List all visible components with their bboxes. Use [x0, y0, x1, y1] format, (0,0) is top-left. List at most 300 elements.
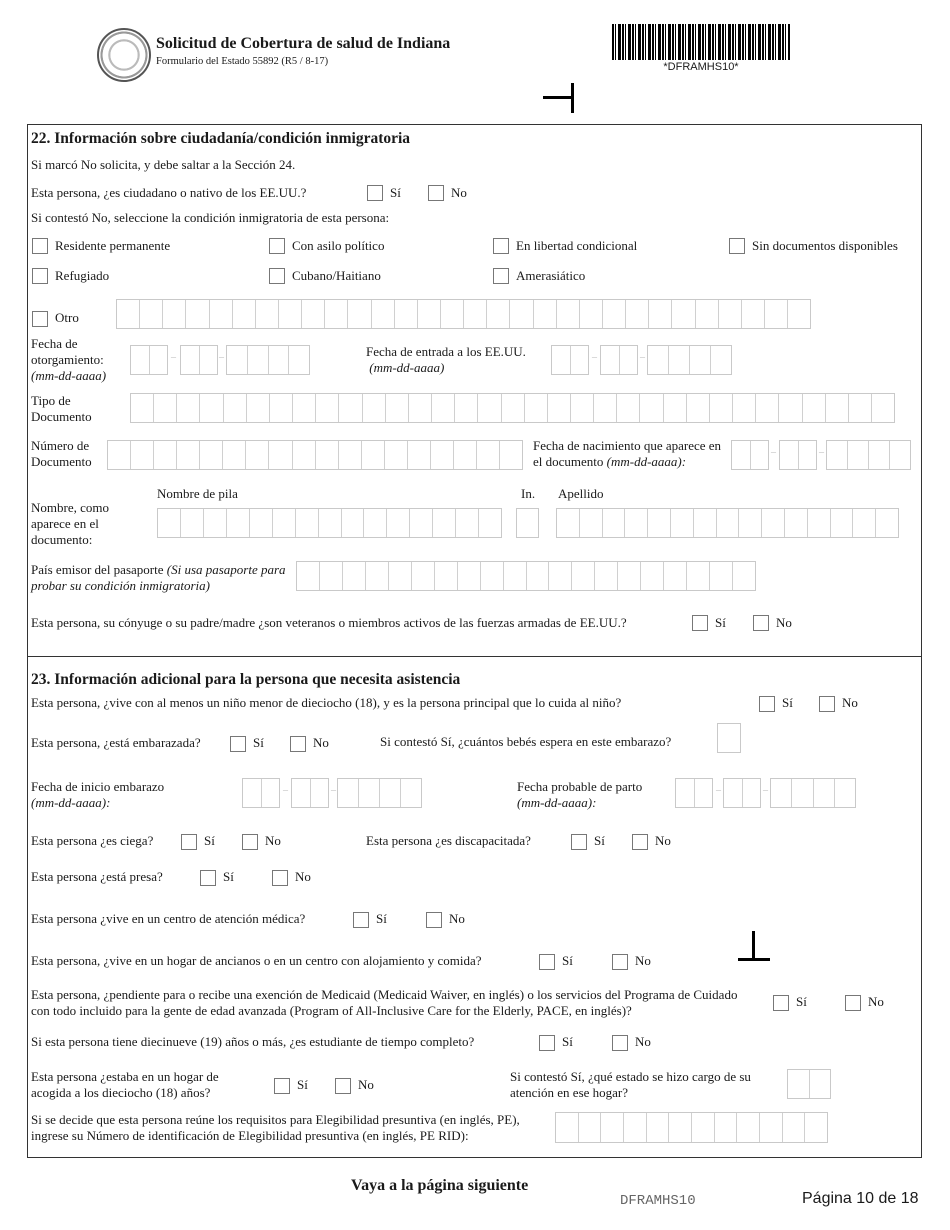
name-as-document-label: Nombre, como aparece en el documento: — [31, 500, 109, 547]
char-cell[interactable] — [458, 562, 481, 590]
char-cell[interactable] — [869, 441, 890, 469]
char-cell[interactable] — [200, 394, 223, 422]
citizen-no-label: No — [451, 185, 467, 200]
char-cell[interactable] — [248, 346, 269, 374]
waiver-question: Esta persona, ¿pendiente para o recibe una exención de Medicaid (Medicaid Waiver, en inglés) o los servicios del Programa de Cuidado con todo incluido para la gente de edad avanzada (Program of All-Inclusive Care for the Elderly, PACE, en inglés)? — [31, 987, 738, 1018]
char-cell[interactable] — [603, 509, 626, 537]
char-cell[interactable] — [296, 509, 319, 537]
last-name-input[interactable] — [556, 508, 899, 538]
babies-expected-input[interactable] — [717, 723, 741, 753]
middle-initial-input[interactable] — [516, 508, 539, 538]
char-cell[interactable] — [826, 394, 849, 422]
document-type-label: Tipo de Documento — [31, 393, 92, 424]
char-cell[interactable] — [181, 509, 204, 537]
char-cell[interactable] — [435, 562, 458, 590]
document-number-input[interactable] — [107, 440, 523, 470]
foster-yes-label: Sí — [297, 1077, 308, 1092]
student-no-label: No — [635, 1034, 651, 1049]
char-cell[interactable] — [719, 300, 742, 328]
char-cell[interactable] — [715, 1113, 738, 1142]
char-cell[interactable] — [527, 562, 550, 590]
grant-date-day-input[interactable] — [180, 345, 218, 375]
char-cell[interactable] — [158, 509, 181, 537]
child-caretaker-yes-checkbox[interactable] — [759, 696, 775, 712]
status-refugee-label: Refugiado — [55, 268, 110, 283]
prison-no-label: No — [295, 869, 311, 884]
disabled-no-label: No — [655, 833, 671, 848]
char-cell[interactable] — [601, 1113, 624, 1142]
char-cell[interactable] — [603, 300, 626, 328]
passport-country-input[interactable] — [296, 561, 756, 591]
char-cell[interactable] — [835, 779, 855, 807]
char-cell[interactable] — [339, 441, 362, 469]
char-cell[interactable] — [556, 1113, 579, 1142]
char-cell[interactable] — [783, 1113, 806, 1142]
status-asylum-checkbox[interactable] — [269, 238, 285, 254]
nursing-home-no-checkbox[interactable] — [612, 954, 628, 970]
char-cell[interactable] — [692, 1113, 715, 1142]
char-cell[interactable] — [500, 441, 522, 469]
char-cell[interactable] — [302, 300, 325, 328]
char-cell[interactable] — [557, 509, 580, 537]
char-cell[interactable] — [279, 300, 302, 328]
char-cell[interactable] — [200, 346, 218, 374]
char-cell[interactable] — [785, 509, 808, 537]
char-cell[interactable] — [580, 509, 603, 537]
foster-no-label: No — [358, 1077, 374, 1092]
char-cell[interactable] — [316, 441, 339, 469]
char-cell[interactable] — [210, 300, 233, 328]
char-cell[interactable] — [227, 509, 250, 537]
status-parole-checkbox[interactable] — [493, 238, 509, 254]
char-cell[interactable] — [617, 394, 640, 422]
char-cell[interactable] — [803, 394, 826, 422]
blind-yes-label: Sí — [204, 833, 215, 848]
char-cell[interactable] — [733, 394, 756, 422]
next-page-instruction: Vaya a la página siguiente — [351, 1177, 529, 1194]
char-cell[interactable] — [690, 346, 711, 374]
char-cell[interactable] — [412, 562, 435, 590]
first-name-input[interactable] — [157, 508, 502, 538]
foster-no-checkbox[interactable] — [335, 1078, 351, 1094]
char-cell[interactable] — [648, 509, 671, 537]
pe-rid-input[interactable] — [555, 1112, 828, 1143]
char-cell[interactable] — [571, 346, 589, 374]
char-cell[interactable] — [672, 300, 695, 328]
char-cell[interactable] — [163, 300, 186, 328]
char-cell[interactable] — [364, 509, 387, 537]
prison-no-checkbox[interactable] — [272, 870, 288, 886]
dob-document-month-input[interactable] — [731, 440, 769, 470]
student-question: Si esta persona tiene diecinueve (19) años o más, ¿es estudiante de tiempo completo? — [31, 1034, 475, 1049]
char-cell[interactable] — [269, 441, 292, 469]
status-permanent-resident-checkbox[interactable] — [32, 238, 48, 254]
char-cell[interactable] — [256, 300, 279, 328]
char-cell[interactable] — [479, 509, 501, 537]
veteran-no-checkbox[interactable] — [753, 615, 769, 631]
char-cell[interactable] — [732, 441, 751, 469]
char-cell[interactable] — [765, 300, 788, 328]
char-cell[interactable] — [233, 300, 256, 328]
dob-document-year-input[interactable] — [826, 440, 911, 470]
char-cell[interactable] — [876, 509, 898, 537]
medical-center-no-checkbox[interactable] — [426, 912, 442, 928]
char-cell[interactable] — [363, 394, 386, 422]
foster-state-input[interactable] — [787, 1069, 831, 1099]
char-cell[interactable] — [664, 394, 687, 422]
disabled-no-checkbox[interactable] — [632, 834, 648, 850]
veteran-question: Esta persona, su cónyuge o su padre/madre ¿son veteranos o miembros activos de las fuerzas armadas de EE.UU.? — [31, 615, 627, 630]
char-cell[interactable] — [325, 300, 348, 328]
pregnant-yes-checkbox[interactable] — [230, 736, 246, 752]
status-permanent-resident-label: Residente permanente — [55, 238, 171, 253]
if-no-instruction: Si contestó No, seleccione la condición inmigratoria de esta persona: — [31, 210, 390, 225]
char-cell[interactable] — [810, 1070, 831, 1098]
child-caretaker-yes-label: Sí — [782, 695, 793, 710]
char-cell[interactable] — [269, 346, 290, 374]
char-cell[interactable] — [154, 394, 177, 422]
char-cell[interactable] — [418, 300, 441, 328]
char-cell[interactable] — [805, 1113, 827, 1142]
char-cell[interactable] — [525, 394, 548, 422]
char-cell[interactable] — [724, 779, 743, 807]
char-cell[interactable] — [338, 779, 359, 807]
char-cell[interactable] — [246, 441, 269, 469]
char-cell[interactable] — [827, 441, 848, 469]
char-cell[interactable] — [454, 441, 477, 469]
char-cell[interactable] — [733, 562, 755, 590]
char-cell[interactable] — [743, 779, 761, 807]
char-cell[interactable] — [481, 562, 504, 590]
barcode-text: *DFRAMHS10* — [663, 61, 739, 73]
waiver-no-checkbox[interactable] — [845, 995, 861, 1011]
char-cell[interactable] — [849, 394, 872, 422]
char-cell[interactable] — [696, 300, 719, 328]
disabled-yes-label: Sí — [594, 833, 605, 848]
medical-center-yes-checkbox[interactable] — [353, 912, 369, 928]
char-cell[interactable] — [641, 562, 664, 590]
char-cell[interactable] — [224, 394, 247, 422]
char-cell[interactable] — [348, 300, 371, 328]
pregnant-question: Esta persona, ¿está embarazada? — [31, 735, 201, 750]
student-no-checkbox[interactable] — [612, 1035, 628, 1051]
char-cell[interactable] — [510, 300, 533, 328]
char-cell[interactable] — [432, 394, 455, 422]
section-divider — [27, 656, 922, 657]
char-cell[interactable] — [831, 509, 854, 537]
footer-form-code: DFRAMHS10 — [620, 1193, 696, 1209]
char-cell[interactable] — [410, 509, 433, 537]
char-cell[interactable] — [316, 394, 339, 422]
char-cell[interactable] — [648, 346, 669, 374]
char-cell[interactable] — [549, 562, 572, 590]
char-cell[interactable] — [594, 394, 617, 422]
char-cell[interactable] — [150, 346, 168, 374]
char-cell[interactable] — [273, 509, 296, 537]
char-cell[interactable] — [293, 394, 316, 422]
char-cell[interactable] — [571, 394, 594, 422]
veteran-yes-label: Sí — [715, 615, 726, 630]
char-cell[interactable] — [270, 394, 293, 422]
pregnancy-start-month-input[interactable] — [242, 778, 280, 808]
char-cell[interactable] — [779, 394, 802, 422]
status-refugee-checkbox[interactable] — [32, 268, 48, 284]
char-cell[interactable] — [552, 346, 571, 374]
char-cell[interactable] — [477, 441, 500, 469]
char-cell[interactable] — [311, 779, 329, 807]
char-cell[interactable] — [223, 441, 246, 469]
student-yes-checkbox[interactable] — [539, 1035, 555, 1051]
entry-date-month-input[interactable] — [551, 345, 589, 375]
char-cell[interactable] — [320, 562, 343, 590]
char-cell[interactable] — [792, 779, 813, 807]
char-cell[interactable] — [756, 394, 779, 422]
char-cell[interactable] — [401, 779, 421, 807]
first-name-label: Nombre de pila — [157, 486, 238, 501]
char-cell[interactable] — [687, 394, 710, 422]
char-cell[interactable] — [618, 562, 641, 590]
indiana-state-seal — [97, 28, 151, 82]
char-cell[interactable] — [250, 509, 273, 537]
char-cell[interactable] — [387, 509, 410, 537]
char-cell[interactable] — [799, 441, 817, 469]
registration-mark-bottom — [752, 931, 755, 961]
char-cell[interactable] — [292, 779, 311, 807]
char-cell[interactable] — [548, 394, 571, 422]
char-cell[interactable] — [625, 509, 648, 537]
char-cell[interactable] — [359, 779, 380, 807]
char-cell[interactable] — [534, 300, 557, 328]
citizen-no-checkbox[interactable] — [428, 185, 444, 201]
char-cell[interactable] — [640, 394, 663, 422]
char-cell[interactable] — [380, 779, 401, 807]
char-cell[interactable] — [580, 300, 603, 328]
char-cell[interactable] — [676, 779, 695, 807]
status-cuban-haitian-checkbox[interactable] — [269, 268, 285, 284]
char-cell[interactable] — [293, 441, 316, 469]
waiver-yes-checkbox[interactable] — [773, 995, 789, 1011]
char-cell[interactable] — [181, 346, 200, 374]
char-cell[interactable] — [848, 441, 869, 469]
char-cell[interactable] — [140, 300, 163, 328]
char-cell[interactable] — [227, 346, 248, 374]
char-cell[interactable] — [572, 562, 595, 590]
char-cell[interactable] — [718, 724, 740, 752]
prison-question: Esta persona ¿está presa? — [31, 869, 163, 884]
medical-center-yes-label: Sí — [376, 911, 387, 926]
entry-date-day-input[interactable] — [600, 345, 638, 375]
char-cell[interactable] — [687, 562, 710, 590]
char-cell[interactable] — [478, 394, 501, 422]
char-cell[interactable] — [186, 300, 209, 328]
char-cell[interactable] — [455, 394, 478, 422]
pregnancy-start-day-input[interactable] — [291, 778, 329, 808]
char-cell[interactable] — [247, 394, 270, 422]
disabled-question: Esta persona ¿es discapacitada? — [366, 833, 531, 848]
char-cell[interactable] — [386, 394, 409, 422]
child-caretaker-no-label: No — [842, 695, 858, 710]
dob-document-day-input[interactable] — [779, 440, 817, 470]
foster-yes-checkbox[interactable] — [274, 1078, 290, 1094]
char-cell[interactable] — [433, 509, 456, 537]
veteran-yes-checkbox[interactable] — [692, 615, 708, 631]
char-cell[interactable] — [601, 346, 620, 374]
char-cell[interactable] — [664, 562, 687, 590]
grant-date-year-input[interactable] — [226, 345, 310, 375]
pregnancy-start-year-input[interactable] — [337, 778, 422, 808]
char-cell[interactable] — [669, 1113, 692, 1142]
char-cell[interactable] — [739, 509, 762, 537]
char-cell[interactable] — [710, 394, 733, 422]
entry-date-year-input[interactable] — [647, 345, 732, 375]
char-cell[interactable] — [108, 441, 131, 469]
char-cell[interactable] — [297, 562, 320, 590]
grant-date-month-input[interactable] — [130, 345, 168, 375]
char-cell[interactable] — [343, 562, 366, 590]
status-no-documents-checkbox[interactable] — [729, 238, 745, 254]
char-cell[interactable] — [395, 300, 418, 328]
char-cell[interactable] — [441, 300, 464, 328]
disabled-yes-checkbox[interactable] — [571, 834, 587, 850]
char-cell[interactable] — [595, 562, 618, 590]
char-cell[interactable] — [464, 300, 487, 328]
char-cell[interactable] — [649, 300, 672, 328]
char-cell[interactable] — [814, 779, 835, 807]
form-title: Solicitud de Cobertura de salud de Indiana — [156, 35, 451, 52]
char-cell[interactable] — [853, 509, 876, 537]
char-cell[interactable] — [788, 1070, 810, 1098]
citizen-question: Esta persona, ¿es ciudadano o nativo de los EE.UU.? — [31, 185, 307, 200]
char-cell[interactable] — [808, 509, 831, 537]
dob-document-label: Fecha de nacimiento que aparece en el documento (mm-dd-aaaa): — [533, 438, 722, 469]
char-cell[interactable] — [694, 509, 717, 537]
char-cell[interactable] — [760, 1113, 783, 1142]
char-cell[interactable] — [737, 1113, 760, 1142]
char-cell[interactable] — [385, 441, 408, 469]
char-cell[interactable] — [557, 300, 580, 328]
document-type-input[interactable] — [130, 393, 895, 423]
char-cell[interactable] — [409, 394, 432, 422]
skip-note: Si marcó No solicita, y debe saltar a la Sección 24. — [31, 157, 296, 172]
foster-state-question: Si contestó Sí, ¿qué estado se hizo cargo de su atención en ese hogar? — [510, 1069, 751, 1100]
char-cell[interactable] — [372, 300, 395, 328]
status-other-checkbox[interactable] — [32, 311, 48, 327]
pregnancy-start-label: Fecha de inicio embarazo (mm-dd-aaaa): — [31, 779, 165, 810]
char-cell[interactable] — [131, 441, 154, 469]
char-cell[interactable] — [319, 509, 342, 537]
char-cell[interactable] — [626, 300, 649, 328]
prison-yes-label: Sí — [223, 869, 234, 884]
char-cell[interactable] — [362, 441, 385, 469]
char-cell[interactable] — [890, 441, 910, 469]
char-cell[interactable] — [669, 346, 690, 374]
char-cell[interactable] — [262, 779, 280, 807]
other-status-input[interactable] — [116, 299, 811, 329]
middle-initial-label: In. — [521, 486, 536, 501]
char-cell[interactable] — [131, 346, 150, 374]
prison-yes-checkbox[interactable] — [200, 870, 216, 886]
nursing-home-yes-checkbox[interactable] — [539, 954, 555, 970]
char-cell[interactable] — [771, 779, 792, 807]
page-number: Página 10 de 18 — [802, 1190, 919, 1207]
char-cell[interactable] — [389, 562, 412, 590]
char-cell[interactable] — [339, 394, 362, 422]
blind-question: Esta persona ¿es ciega? — [31, 833, 154, 848]
pregnant-no-checkbox[interactable] — [290, 736, 306, 752]
char-cell[interactable] — [710, 562, 733, 590]
blind-no-label: No — [265, 833, 281, 848]
char-cell[interactable] — [131, 394, 154, 422]
medical-center-question: Esta persona ¿vive en un centro de atención médica? — [31, 911, 306, 926]
char-cell[interactable] — [788, 300, 810, 328]
char-cell[interactable] — [671, 509, 694, 537]
char-cell[interactable] — [117, 300, 140, 328]
section-23-heading: 23. Información adicional para la persona que necesita asistencia — [31, 671, 461, 688]
char-cell[interactable] — [742, 300, 765, 328]
section-22-heading: 22. Información sobre ciudadanía/condición inmigratoria — [31, 130, 411, 147]
char-cell[interactable] — [204, 509, 227, 537]
medical-center-no-label: No — [449, 911, 465, 926]
char-cell[interactable] — [154, 441, 177, 469]
registration-mark-top — [543, 96, 573, 99]
char-cell[interactable] — [872, 394, 894, 422]
char-cell[interactable] — [200, 441, 223, 469]
char-cell[interactable] — [487, 300, 510, 328]
due-date-label: Fecha probable de parto (mm-dd-aaaa): — [517, 779, 643, 810]
veteran-no-label: No — [776, 615, 792, 630]
char-cell[interactable] — [647, 1113, 670, 1142]
waiver-yes-label: Sí — [796, 994, 807, 1009]
char-cell[interactable] — [711, 346, 731, 374]
char-cell[interactable] — [177, 441, 200, 469]
grant-date-label: Fecha de otorgamiento: (mm-dd-aaaa) — [31, 336, 107, 383]
char-cell[interactable] — [751, 441, 769, 469]
char-cell[interactable] — [579, 1113, 602, 1142]
char-cell[interactable] — [780, 441, 799, 469]
child-caretaker-no-checkbox[interactable] — [819, 696, 835, 712]
status-amerasian-checkbox[interactable] — [493, 268, 509, 284]
blind-yes-checkbox[interactable] — [181, 834, 197, 850]
char-cell[interactable] — [431, 441, 454, 469]
form-number: Formulario del Estado 55892 (R5 / 8-17) — [156, 56, 329, 67]
char-cell[interactable] — [620, 346, 638, 374]
char-cell[interactable] — [517, 509, 538, 537]
char-cell[interactable] — [177, 394, 200, 422]
char-cell[interactable] — [366, 562, 389, 590]
char-cell[interactable] — [624, 1113, 647, 1142]
char-cell[interactable] — [717, 509, 740, 537]
char-cell[interactable] — [502, 394, 525, 422]
char-cell[interactable] — [695, 779, 713, 807]
due-date-year-input[interactable] — [770, 778, 856, 808]
char-cell[interactable] — [408, 441, 431, 469]
char-cell[interactable] — [342, 509, 365, 537]
char-cell[interactable] — [243, 779, 262, 807]
char-cell[interactable] — [504, 562, 527, 590]
status-amerasian-label: Amerasiático — [516, 268, 586, 283]
waiver-no-label: No — [868, 994, 884, 1009]
char-cell[interactable] — [762, 509, 785, 537]
student-yes-label: Sí — [562, 1034, 573, 1049]
citizen-yes-checkbox[interactable] — [367, 185, 383, 201]
entry-date-label: Fecha de entrada a los EE.UU. (mm-dd-aaaa) — [366, 344, 526, 375]
char-cell[interactable] — [456, 509, 479, 537]
blind-no-checkbox[interactable] — [242, 834, 258, 850]
due-date-day-input[interactable] — [723, 778, 761, 808]
citizen-yes-label: Sí — [390, 185, 401, 200]
due-date-month-input[interactable] — [675, 778, 713, 808]
char-cell[interactable] — [289, 346, 309, 374]
